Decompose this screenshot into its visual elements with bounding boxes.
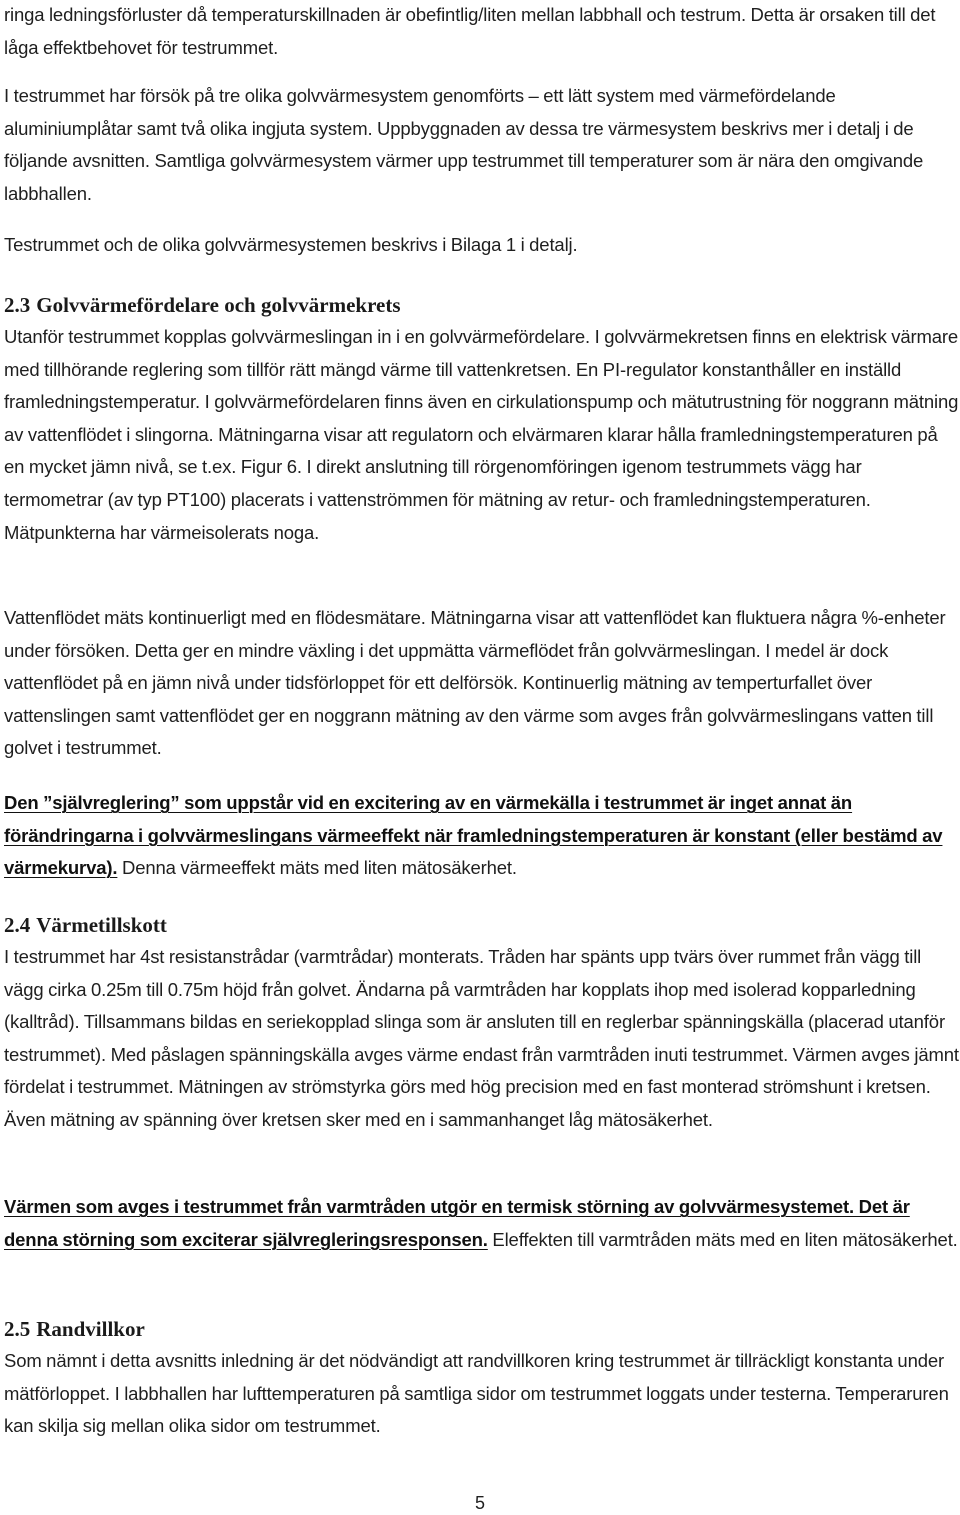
paragraph-intro: ringa ledningsförluster då temperaturskillnaden är obefintlig/liten mellan labbhall och testrum. Detta är orsaken till det låga effektbehovet för testrummet. — [4, 4, 936, 58]
emphasized-text: Värmen som avges i testrummet från varmtråden utgör en termisk störning av golvvärmesystemet. Det är denna störning som exciterar självregleringsresponsen. — [4, 1196, 910, 1250]
emphasized-text: Den ”självreglering” som uppstår vid en excitering av en värmekälla i testrummet är inget annat än förändringarna i golvvärmeslingans värmeeffekt när framledningstemperaturen är konstant (eller bestämd av värmekurva). — [4, 792, 943, 879]
section-number: 2.3 — [4, 293, 31, 317]
section-number: 2.4 — [4, 913, 31, 937]
section-title: Golvvärmefördelare och golvvärmekrets — [36, 293, 401, 317]
paragraph-tail: Denna värmeeffekt mäts med liten mätosäkerhet. — [117, 857, 517, 879]
paragraph-floor-heating-circuit: Utanför testrummet kopplas golvvärmeslingan in i en golvvärmefördelare. I golvvärmekretsen finns en elektrisk värmare med tillhörande reglering som tillför rätt mängd värme till vattenkretsen. En PI-regulator konstanthåller en inställd framledningstemperatur. I golvvärmefördelaren finns även en cirkulationspump och mätutrustning för noggrann mätning av vattenflödet i slingorna. Mätningarna visar att regulatorn och elvärmaren klarar hålla framledningstemperaturen på en mycket jämn nivå, se t.ex. Figur 6. I direkt anslutning till rörgenomföringen igenom testrummets vägg har termometrar (av typ PT100) placerats i vattenströmmen för mätning av retur- och framledningstemperaturen. Mätpunkterna har värmeisolerats noga. — [4, 326, 959, 543]
paragraph-thermal-disturbance — [4, 1191, 960, 1256]
section-title: Randvillkor — [36, 1317, 145, 1341]
paragraph-boundary-conditions: Som nämnt i detta avsnitts inledning är det nödvändigt att randvillkoren kring testrummet är tillräckligt konstanta under mätförloppet. I labbhallen har lufttemperaturen på samtliga sidor om testrummet loggats under testerna. Temperaruren kan skilja sig mellan olika sidor om testrummet. — [4, 1350, 949, 1437]
section-heading-2-3 — [4, 292, 407, 318]
page-number: 5 — [474, 1493, 485, 1513]
paragraph-heat-wires: I testrummet har 4st resistanstrådar (varmtrådar) monterats. Tråden har spänts upp tvärs över rummet från vägg till vägg cirka 0.25m till 0.75m höjd från golvet. Ändarna på varmtråden har kopplats ihop med isolerad kopparledning (kalltråd). Tillsammans bildas en seriekopplad slinga som är ansluten till en reglerbar spänningskälla (placerad utanför testrummet). Med påslagen spänningskälla avges värme endast från varmtråden inuti testrummet. Värmen avges jämnt fördelat i testrummet. Mätningen av strömstyrka görs med hög precision med en fast monterad strömshunt i kretsen. Även mätning av spänning över kretsen sker med en i sammanhanget låg mätosäkerhet. — [4, 946, 959, 1130]
paragraph-water-flow: Vattenflödet mäts kontinuerligt med en flödesmätare. Mätningarna visar att vattenflödet kan fluktuera några %-enheter under försöken. Detta ger en mindre växling i det uppmätta värmeflödet från golvvärmeslingan. I medel är dock vattenflödet på en jämn nivå under tidsförloppet för ett delförsök. Kontinuerlig mätning av temperturfallet över vattenslingen samt vattenflödet ger en noggrann mätning av den värme som avges från golvvärmeslingans vatten till golvet i testrummet. — [4, 607, 946, 759]
section-number: 2.5 — [4, 1317, 31, 1341]
paragraph-self-regulation — [4, 787, 960, 885]
paragraph-appendix-ref: Testrummet och de olika golvvärmesystemen beskrivs i Bilaga 1 i detalj. — [4, 234, 578, 255]
section-title: Värmetillskott — [36, 913, 167, 937]
paragraph-tail: Eleffekten till varmtråden mäts med en liten mätosäkerhet. — [487, 1228, 958, 1250]
section-heading-2-4 — [4, 912, 173, 938]
section-heading-2-5 — [4, 1316, 151, 1342]
paragraph-floor-systems: I testrummet har försök på tre olika golvvärmesystem genomförts – ett lätt system med värmefördelande aluminiumplåtar samt två olika ingjuta system. Uppbyggnaden av dessa tre värmesystem beskrivs mer i detalj i de följande avsnitten. Samtliga golvvärmesystem värmer upp testrummet till temperaturer som är nära den omgivande labbhallen. — [4, 85, 924, 204]
